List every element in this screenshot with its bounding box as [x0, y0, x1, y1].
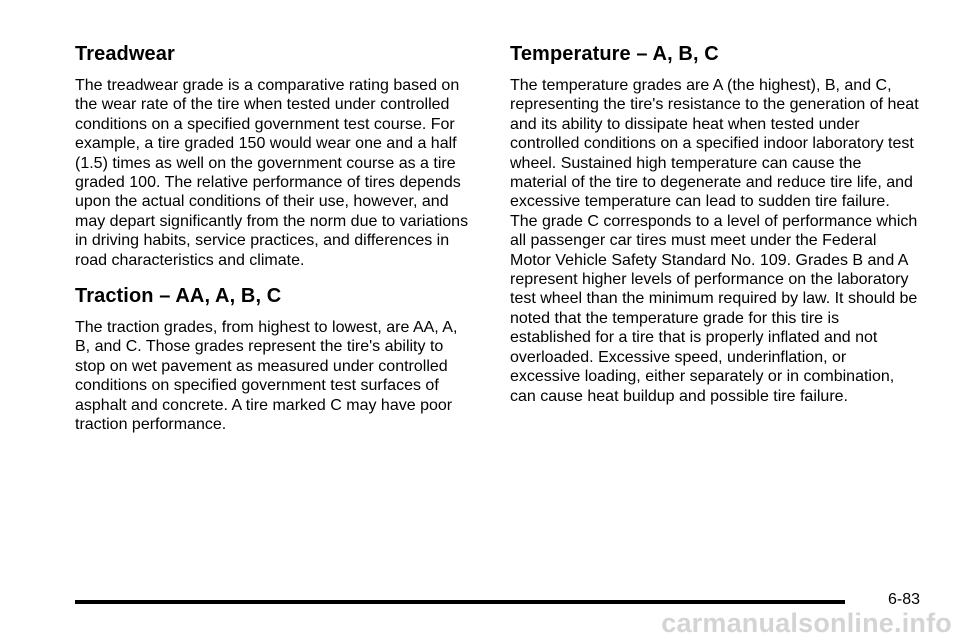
watermark: carmanualsonline.info [661, 608, 952, 638]
temperature-heading: Temperature – A, B, C [510, 43, 719, 65]
right-column [510, 38, 920, 406]
left-column [75, 38, 470, 435]
temperature-section [510, 42, 920, 406]
page-number: 6-83 [887, 591, 920, 608]
treadwear-heading: Treadwear [75, 43, 175, 65]
traction-section [75, 284, 470, 434]
temperature-paragraph: The temperature grades are A (the highest), B, and C, representing the tire's resistance to the generation of heat and its ability to dissipate heat when tested under controlled conditions on a specified indoor laboratory test wheel. Sustained high temperature can cause the material of the tire to degenerate and reduce tire life, and excessive temperature can lead to sudden tire failure. The grade C corresponds to a level of performance which all passenger car tires must meet under the Federal Motor Vehicle Safety Standard No. 109. Grades B and A represent higher levels of performance on the laboratory test wheel than the minimum required by law. It should be noted that the temperature grade for this tire is established for a tire that is properly inflated and not overloaded. Excessive speed, underinflation, or excessive loading, either separately or in combination, can cause heat buildup and possible tire failure. [510, 77, 919, 405]
traction-heading: Traction – AA, A, B, C [75, 285, 282, 308]
treadwear-paragraph: The treadwear grade is a comparative rating based on the wear rate of the tire when tested under controlled conditions on a specified government test course. For example, a tire graded 150 would wear one and a half (1.5) times as well on the government course as a tire graded 100. The relative performance of tires depends upon the actual conditions of their use, however, and may depart significantly from the norm due to variations in driving habits, service practices, and differences in road characteristics and climate. [75, 77, 469, 269]
treadwear-section [75, 42, 470, 270]
traction-paragraph: The traction grades, from highest to lowest, are AA, A, B, and C. Those grades represent the tire's ability to stop on wet pavement as measured under controlled conditions on specified government test surfaces of asphalt and concrete. A tire marked C may have poor traction performance. [75, 319, 458, 434]
footer-rule [75, 600, 845, 604]
